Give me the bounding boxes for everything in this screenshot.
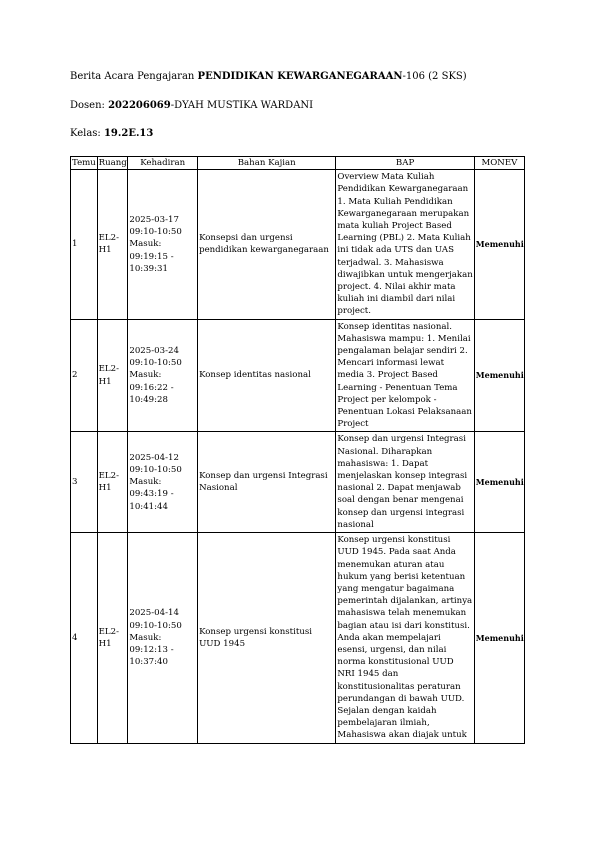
cell-bahan-kajian: Konsepsi dan urgensi pendidikan kewarganegaraan — [198, 170, 336, 319]
cell-bap: Overview Mata Kuliah Pendidikan Kewarganegaraan 1. Mata Kuliah Pendidikan Kewarganegaraan merupakan mata kuliah Project Based Learning (PBL) 2. Mata Kuliah ini tidak ada UTS dan UAS terjadwal. 3. Mahasiswa diwajibkan untuk mengerjakan project. 4. Nilai akhir mata kuliah ini diambil dari nilai project. — [336, 170, 474, 319]
cell-bahan-kajian: Konsep urgensi konstitusi UUD 1945 — [198, 533, 336, 743]
cell-bahan-kajian: Konsep identitas nasional — [198, 319, 336, 432]
cell-ruang: EL2-H1 — [97, 533, 128, 743]
cell-ruang: EL2-H1 — [97, 432, 128, 533]
cell-monev: Memenuhi — [474, 533, 524, 743]
table-row — [71, 319, 525, 432]
column-header-ruang: Ruang — [98, 158, 127, 168]
cell-ruang: EL2-H1 — [97, 170, 128, 319]
cell-temu: 2 — [71, 319, 98, 432]
column-header-bahan-kajian: Bahan Kajian — [198, 157, 336, 170]
cell-temu: 1 — [71, 170, 98, 319]
document-title — [70, 71, 467, 83]
cell-monev: Memenuhi — [474, 319, 524, 432]
table-row — [71, 533, 525, 743]
cell-temu: 3 — [71, 432, 98, 533]
table-row — [71, 432, 525, 533]
cell-monev: Memenuhi — [474, 432, 524, 533]
course-code: -106 (2 SKS) — [402, 71, 467, 82]
cell-bap: Konsep identitas nasional. Mahasiswa mampu: 1. Menilai pengalaman belajar sendiri 2. Mencari informasi lewat media 3. Project Based Learning - Penentuan Tema Project per kelompok - Penentuan Lokasi Pelaksanaan Project — [336, 319, 474, 432]
class-value: 19.2E.13 — [103, 128, 154, 139]
cell-ruang: EL2-H1 — [97, 319, 128, 432]
class-line — [70, 128, 153, 140]
lecturer-name: -DYAH MUSTIKA WARDANI — [170, 100, 314, 111]
lecturer-line — [70, 100, 313, 112]
cell-kehadiran: 2025-04-14 09:10-10:50 Masuk: 09:12:13 - 10:37:40 — [128, 533, 198, 743]
bap-text: Konsep urgensi konstitusi UUD 1945. Pada saat Anda menemukan aturan atau hukum yang berisi ketentuan yang mengatur bagaimana pemerintah dijalankan, artinya mahasiswa telah menemukan bagian atau isi dari konstitusi. Anda akan mempelajari esensi, urgensi, dan nilai norma konstitusional UUD NRI 1945 dan konstitusionalitas peraturan perundangan di bawah UUD. Sejalan dengan kaidah pembelajaran ilmiah, Mahasiswa akan diajak untuk — [337, 535, 473, 741]
cell-bahan-kajian: Konsep dan urgensi Integrasi Nasional — [198, 432, 336, 533]
cell-kehadiran: 2025-03-17 09:10-10:50 Masuk: 09:19:15 - 10:39:31 — [128, 170, 198, 319]
cell-bap — [336, 533, 474, 743]
cell-kehadiran: 2025-04-12 09:10-10:50 Masuk: 09:43:19 - 10:41:44 — [128, 432, 198, 533]
lecturer-id: 202206069 — [108, 100, 171, 111]
title-prefix: Berita Acara Pengajaran — [70, 71, 198, 82]
cell-monev: Memenuhi — [474, 170, 524, 319]
cell-kehadiran: 2025-03-24 09:10-10:50 Masuk: 09:16:22 - 10:49:28 — [128, 319, 198, 432]
lecturer-label: Dosen: — [70, 100, 109, 111]
column-header-kehadiran: Kehadiran — [128, 157, 198, 170]
cell-bap: Konsep dan urgensi Integrasi Nasional. Diharapkan mahasiswa: 1. Dapat menjelaskan konsep integrasi nasional 2. Dapat menjawab soal dengan benar mengenai konsep dan urgensi integrasi nasional — [336, 432, 474, 533]
table-row — [71, 170, 525, 319]
table-header-row — [71, 157, 525, 170]
column-header-bap: BAP — [336, 157, 474, 170]
class-label: Kelas: — [70, 128, 104, 139]
course-name: PENDIDIKAN KEWARGANEGARAAN — [197, 71, 403, 82]
cell-temu: 4 — [71, 533, 98, 743]
column-header-monev: MONEV — [474, 157, 524, 170]
bap-table — [70, 156, 525, 744]
column-header-temu: Temu — [72, 158, 96, 168]
